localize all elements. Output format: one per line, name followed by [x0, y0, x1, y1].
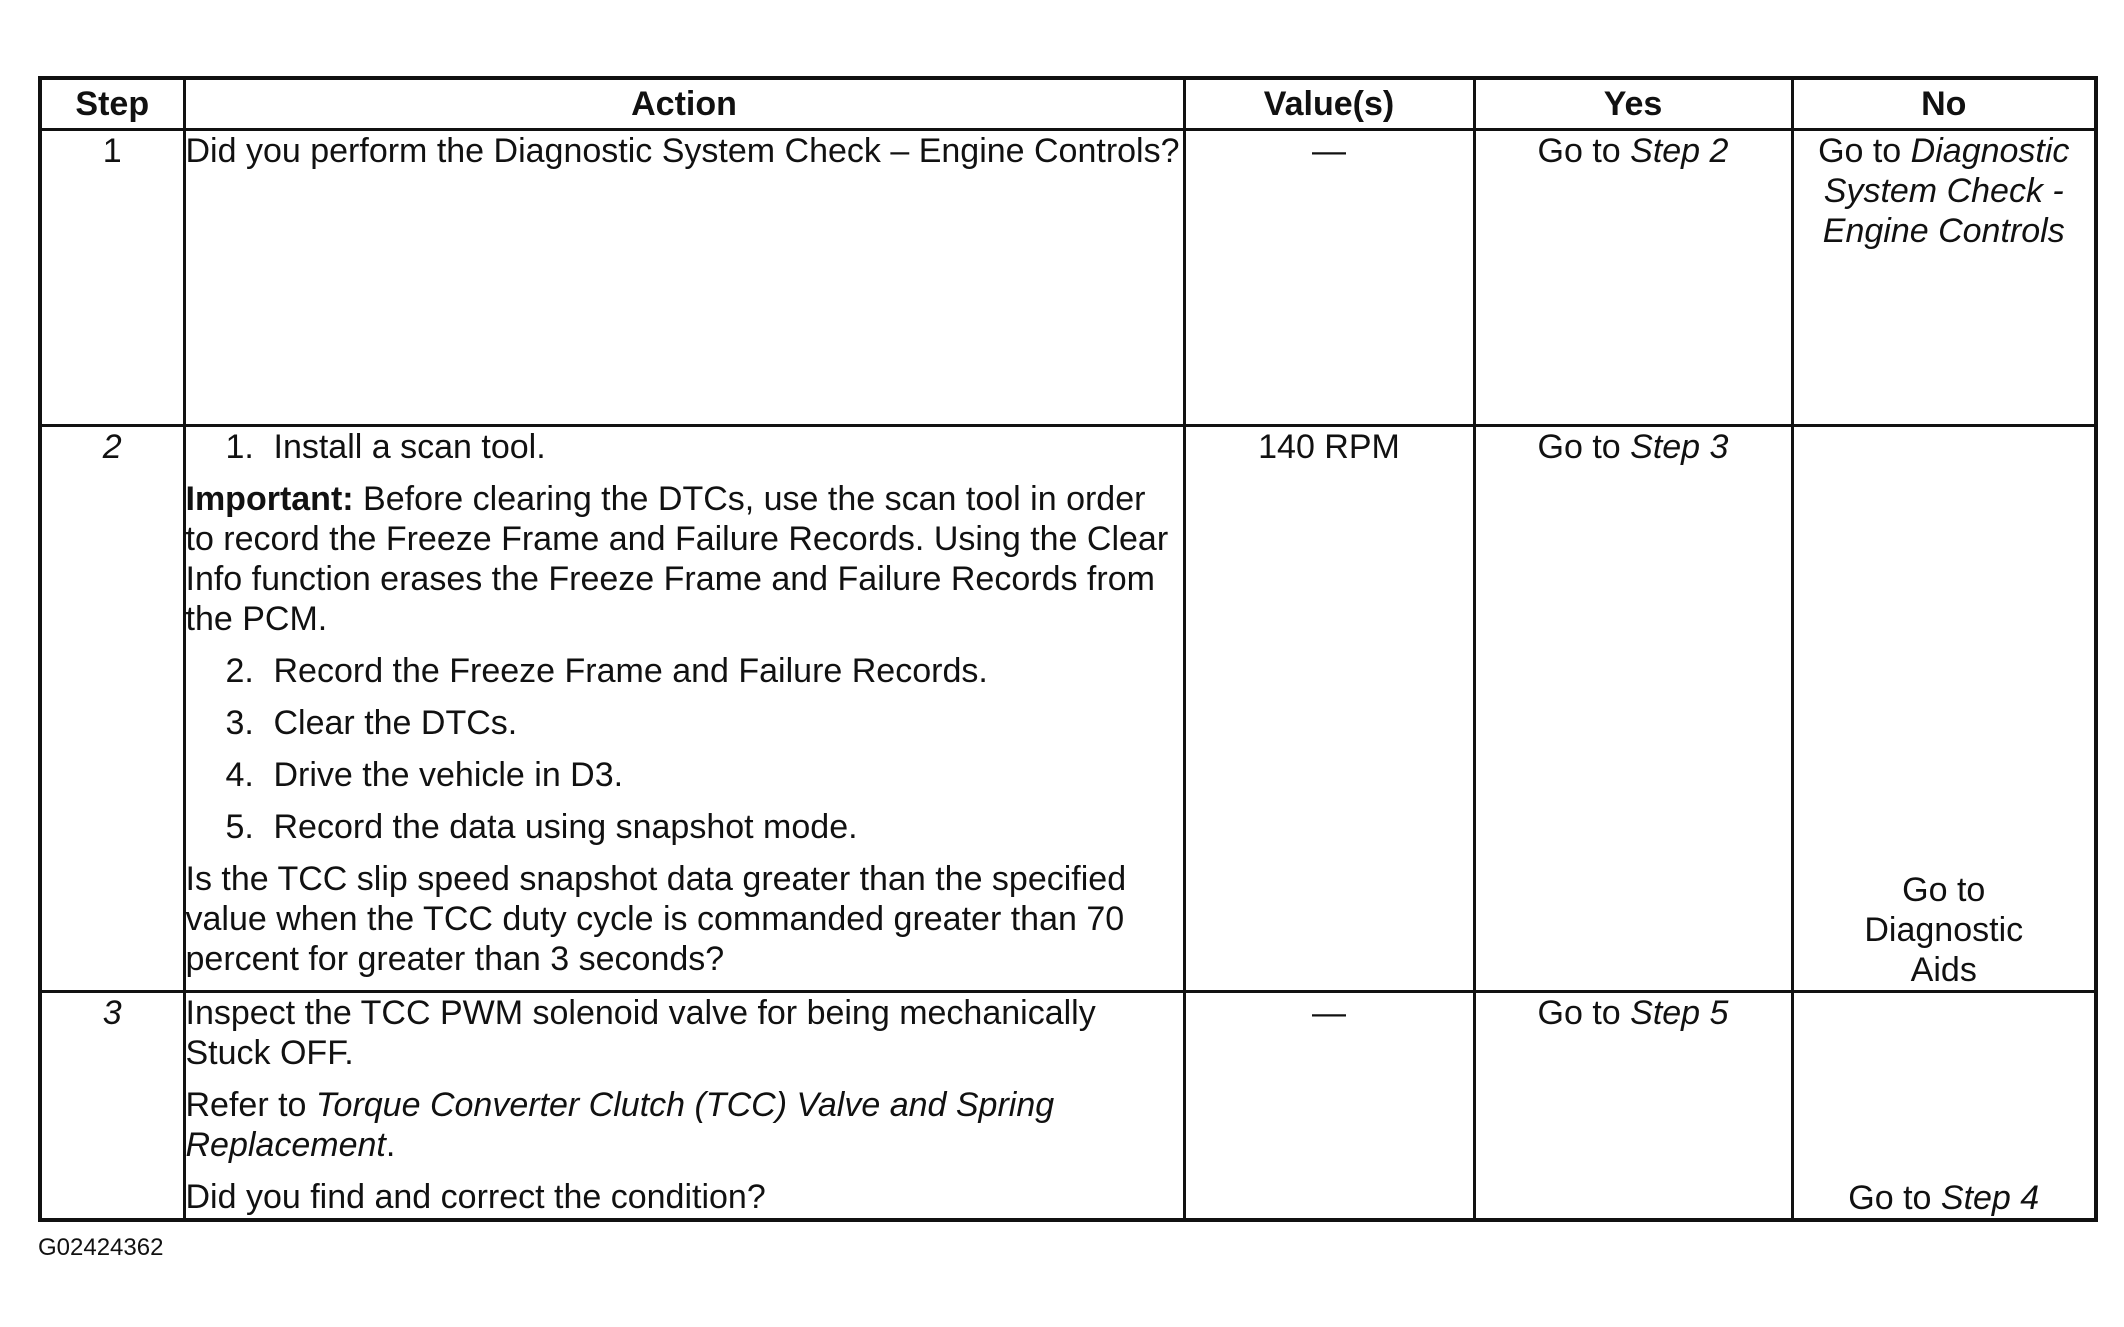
header-values: Value(s) — [1184, 78, 1474, 130]
yes-cell — [1474, 130, 1792, 426]
no-cell — [1792, 130, 2096, 426]
refer-target-link[interactable]: Torque Converter Clutch (TCC) Valve and Spring Replacement — [185, 1086, 1055, 1164]
action-cell — [184, 992, 1184, 1220]
table-row — [40, 130, 2096, 426]
action-question: Is the TCC slip speed snapshot data greater than the specified value when the TCC duty cycle is commanded greater than 70 percent for greater than 3 seconds? — [185, 860, 1127, 978]
no-cell — [1792, 426, 2096, 992]
action-question: Did you find and correct the condition? — [185, 1178, 766, 1216]
action-question: Did you perform the Diagnostic System Check – Engine Controls? — [185, 132, 1180, 170]
value-cell: — — [1184, 992, 1474, 1220]
table-row — [40, 992, 2096, 1220]
yes-prefix: Go to — [1537, 132, 1631, 170]
action-inspect: Inspect the TCC PWM solenoid valve for being mechanically Stuck OFF. — [185, 994, 1096, 1072]
action-step-item: 1. Install a scan tool. — [225, 428, 546, 466]
table-row — [40, 426, 2096, 992]
important-note — [186, 479, 1183, 639]
diagnostic-table-container — [38, 76, 2094, 1222]
step-number: 2 — [40, 426, 184, 992]
header-yes: Yes — [1474, 78, 1792, 130]
important-label: Important: — [185, 480, 354, 518]
action-refer: Refer to Torque Converter Clutch (TCC) Valve and Spring Replacement. — [185, 1086, 1055, 1164]
no-prefix: Go to — [1848, 1178, 1941, 1217]
yes-target-link[interactable]: Step 3 — [1630, 428, 1729, 466]
action-step-item: 5. Record the data using snapshot mode. — [225, 808, 858, 846]
no-prefix: Go to — [1818, 132, 1911, 170]
action-step-item: 3. Clear the DTCs. — [225, 704, 518, 742]
no-cell — [1792, 992, 2096, 1220]
yes-prefix: Go to — [1537, 428, 1631, 466]
yes-cell — [1474, 426, 1792, 992]
no-target-link[interactable]: Step 4 — [1940, 1178, 2040, 1217]
yes-target-link[interactable]: Step 2 — [1630, 132, 1729, 170]
header-step: Step — [40, 78, 184, 130]
header-no: No — [1792, 78, 2096, 130]
important-text: Before clearing the DTCs, use the scan tool in order to record the Freeze Frame and Failure Records. Using the Clear Info function erases the Freeze Frame and Failure Records from the PCM. — [185, 480, 1169, 638]
step-number: 1 — [40, 130, 184, 426]
yes-target-link[interactable]: Step 5 — [1630, 994, 1729, 1032]
value-cell: — — [1184, 130, 1474, 426]
action-step-item: 2. Record the Freeze Frame and Failure Records. — [225, 652, 988, 690]
value-cell: 140 RPM — [1184, 426, 1474, 992]
step-number: 3 — [40, 992, 184, 1220]
diagnostic-table — [38, 76, 2098, 1222]
header-action: Action — [184, 78, 1184, 130]
yes-cell — [1474, 992, 1792, 1220]
yes-prefix: Go to — [1537, 994, 1631, 1032]
action-cell — [184, 130, 1184, 426]
no-target-link[interactable]: Go to Diagnostic Aids — [1864, 871, 2024, 989]
action-cell — [184, 426, 1184, 992]
action-step-item: 4. Drive the vehicle in D3. — [225, 756, 624, 794]
figure-id: G02424362 — [38, 1234, 164, 1261]
header-row — [40, 78, 2096, 130]
no-target-link[interactable]: Diagnostic System Check - Engine Controls — [1822, 132, 2070, 250]
